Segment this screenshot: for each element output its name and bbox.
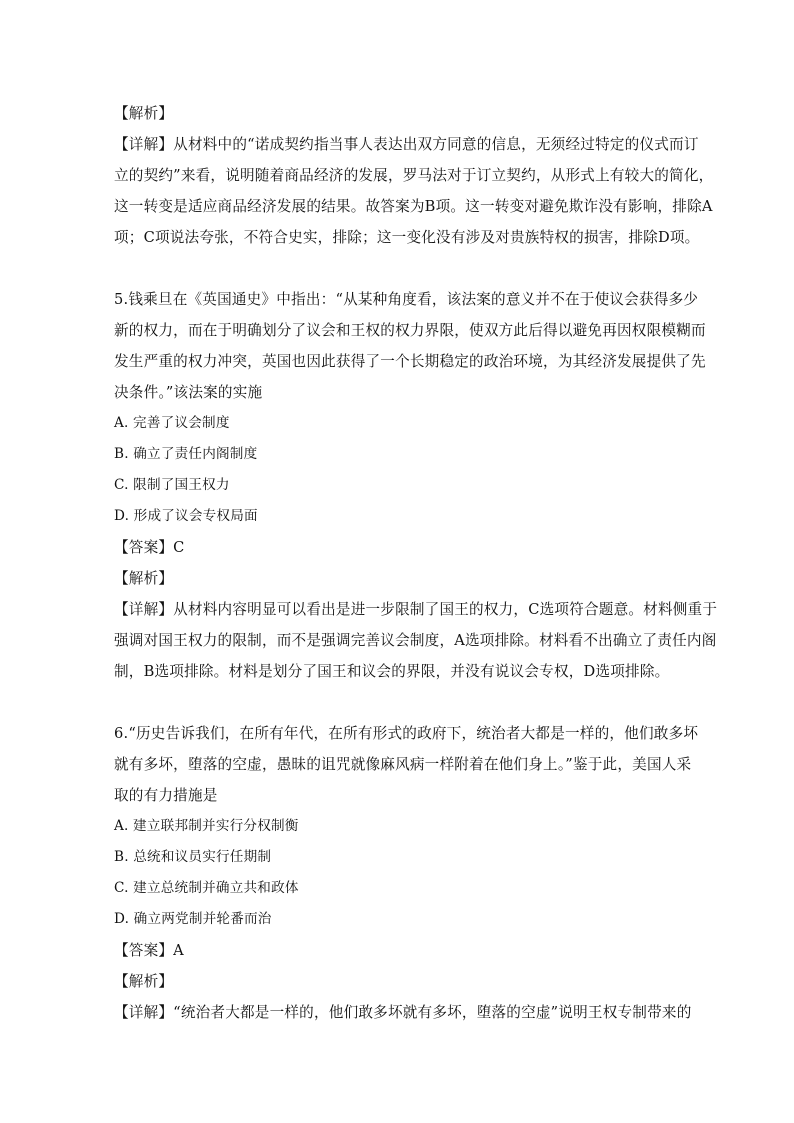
q5-option-a: A. 完善了议会制度 [114,415,230,431]
q5-option-d: D. 形成了议会专权局面 [114,508,258,524]
q4-analysis-label: 【解析】 [114,105,174,122]
q5-analysis-line: 【详解】从材料内容明显可以看出是进一步限制了国王的权力，C选项符合题意。材料侧重于 [114,601,718,618]
q5-stem-line: 发生严重的权力冲突，英国也因此获得了一个长期稳定的政治环境，为其经济发展提供了先 [114,353,706,370]
q4-analysis-line: 立的契约”来看，说明随着商品经济的发展，罗马法对于订立契约，从形式上有较大的简化， [114,167,714,184]
document-page [114,98,718,1028]
q4-analysis-line: 项；C项说法夸张，不符合史实，排除；这一变化没有涉及对贵族特权的损害，排除D项。 [114,229,700,246]
q6-option-c: C. 建立总统制并确立共和政体 [114,880,299,896]
q5-analysis-label: 【解析】 [114,570,174,587]
q4-analysis-line: 【详解】从材料中的“诺成契约指当事人表达出双方同意的信息，无须经过特定的仪式而订 [114,136,699,153]
q5-analysis-line: 制，B选项排除。材料是划分了国王和议会的界限，并没有说议会专权，D选项排除。 [114,663,670,680]
q5-option-b: B. 确立了责任内阁制度 [114,446,258,462]
q6-option-d: D. 确立两党制并轮番而治 [114,911,272,927]
q6-answer: 【答案】A [114,942,184,959]
q5-stem-line: 决条件。”该法案的实施 [114,384,263,401]
q6-stem-line: 就有多坏，堕落的空虚，愚昧的诅咒就像麻风病一样附着在他们身上。”鉴于此，美国人采 [114,756,692,773]
q5-option-c: C. 限制了国王权力 [114,477,230,493]
q6-analysis-label: 【解析】 [114,973,174,990]
q5-analysis-line: 强调对国王权力的限制，而不是强调完善议会制度，A选项排除。材料看不出确立了责任内阁 [114,632,717,649]
q5-stem-line: 5.钱乘旦在《英国通史》中指出：“从某种角度看，该法案的意义并不在于使议会获得多少 [114,291,699,308]
section-gap [114,687,684,718]
q6-option-a: A. 建立联邦制并实行分权制衡 [114,818,299,834]
q5-stem-line: 新的权力，而在于明确划分了议会和王权的权力界限，使双方此后得以避免再因权限模糊而 [114,322,706,339]
q6-stem-line: 6.“历史告诉我们，在所有年代，在所有形式的政府下，统治者大都是一样的，他们敢多坏 [114,725,699,742]
q4-analysis-line: 这一转变是适应商品经济发展的结果。故答案为B项。这一转变对避免欺诈没有影响，排除A [114,198,713,215]
q5-answer: 【答案】C [114,539,185,556]
q6-option-b: B. 总统和议员实行任期制 [114,849,272,865]
q6-analysis-line: 【详解】“统治者大都是一样的，他们敢多坏就有多坏，堕落的空虚”说明王权专制带来的 [114,1004,692,1021]
q6-stem-line: 取的有力措施是 [114,787,218,804]
section-gap [114,253,684,284]
